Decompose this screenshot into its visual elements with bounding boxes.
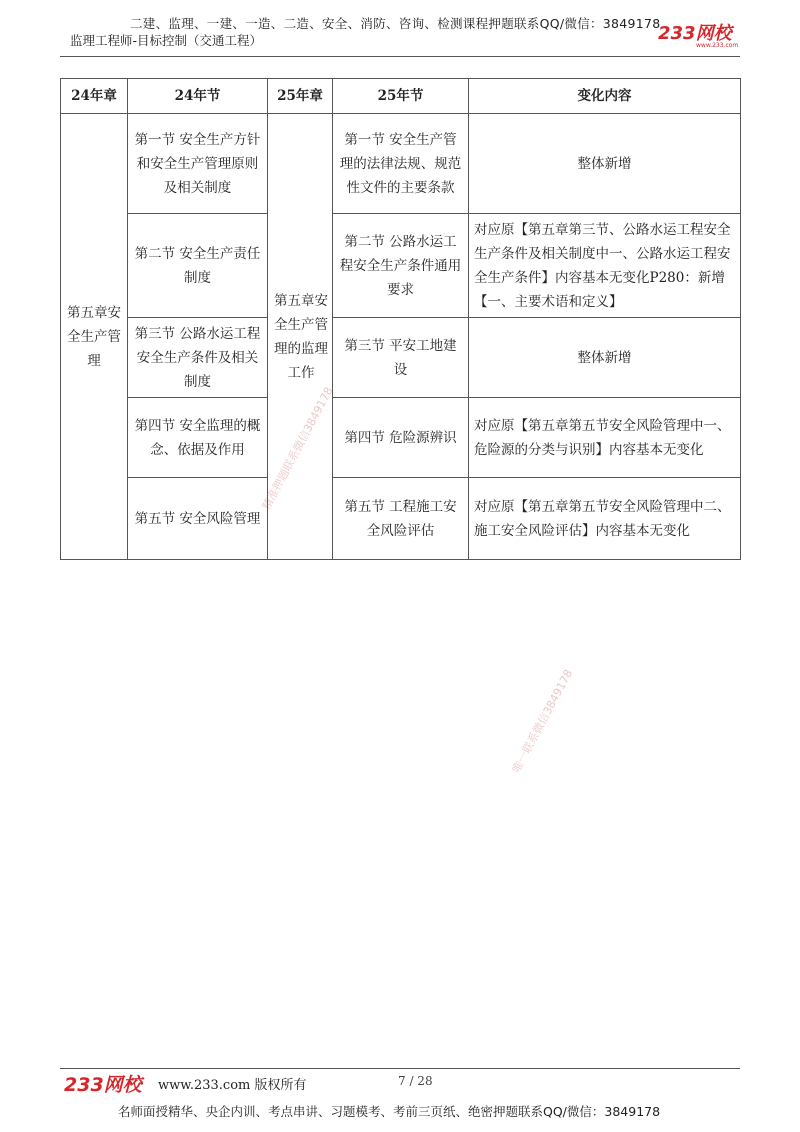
footer-brand-logo xyxy=(64,1072,148,1096)
change-cell: 整体新增 xyxy=(469,318,741,398)
footer-site-text: www.233.com 版权所有 xyxy=(158,1078,307,1093)
svg-text:233网校: 233网校 xyxy=(64,1074,142,1096)
header-promo-text: 二建、监理、一建、一造、二造、安全、消防、咨询、检测课程押题联系QQ/微信：3849178 xyxy=(130,16,661,31)
brand-logo xyxy=(658,22,738,48)
section-24-cell: 第三节 公路水运工程安全生产条件及相关制度 xyxy=(128,318,268,398)
header-section-24: 24年节 xyxy=(128,79,268,114)
section-25-cell: 第四节 危险源辨识 xyxy=(333,398,469,478)
change-cell: 对应原【第五章第三节、公路水运工程安全生产条件及相关制度中一、公路水运工程安全生产条件】内容基本无变化P280：新增【一、主要术语和定义】 xyxy=(469,214,741,318)
header-chapter-24: 24年章 xyxy=(61,79,128,114)
document-subtitle: 监理工程师-目标控制（交通工程） xyxy=(70,33,263,48)
svg-text:233网校: 233网校 xyxy=(658,23,732,44)
chapter-24-cell xyxy=(61,114,128,560)
table-header-row xyxy=(61,79,741,114)
table-row xyxy=(61,114,741,214)
table-row xyxy=(61,318,741,398)
header-divider xyxy=(60,56,740,57)
chapter-24-text: 第五章安全生产管理 xyxy=(67,304,121,369)
footer-promo-text: 名师面授精华、央企内训、考点串讲、习题模考、考前三页纸、绝密押题联系QQ/微信：3849178 xyxy=(118,1104,661,1119)
section-24-cell: 第二节 安全生产责任制度 xyxy=(128,214,268,318)
chapter-comparison-table xyxy=(60,78,741,560)
table-row xyxy=(61,214,741,318)
change-cell: 整体新增 xyxy=(469,114,741,214)
section-25-cell: 第一节 安全生产管理的法律法规、规范性文件的主要条款 xyxy=(333,114,469,214)
header-section-25: 25年节 xyxy=(333,79,469,114)
change-cell: 对应原【第五章第五节安全风险管理中一、危险源的分类与识别】内容基本无变化 xyxy=(469,398,741,478)
watermark: 精准押题联系微信3849178 xyxy=(259,384,336,513)
section-25-cell: 第五节 工程施工安全风险评估 xyxy=(333,478,469,560)
section-25-cell: 第二节 公路水运工程安全生产条件通用要求 xyxy=(333,214,469,318)
table-row xyxy=(61,398,741,478)
table-row xyxy=(61,478,741,560)
section-24-cell: 第四节 安全监理的概念、依据及作用 xyxy=(128,398,268,478)
chapter-25-text: 第五章安全生产管理的监理工作 xyxy=(274,292,328,381)
page-number: 7 / 28 xyxy=(398,1074,433,1088)
header-chapter-25: 25年章 xyxy=(268,79,333,114)
svg-text:www.233.com: www.233.com xyxy=(696,42,738,48)
watermark: 唯一联系微信3849178 xyxy=(509,667,576,776)
change-cell: 对应原【第五章第五节安全风险管理中二、施工安全风险评估】内容基本无变化 xyxy=(469,478,741,560)
footer-divider xyxy=(60,1068,740,1069)
section-24-cell: 第一节 安全生产方针和安全生产管理原则及相关制度 xyxy=(128,114,268,214)
header-change: 变化内容 xyxy=(469,79,741,114)
section-25-cell: 第三节 平安工地建设 xyxy=(333,318,469,398)
section-24-cell: 第五节 安全风险管理 xyxy=(128,478,268,560)
